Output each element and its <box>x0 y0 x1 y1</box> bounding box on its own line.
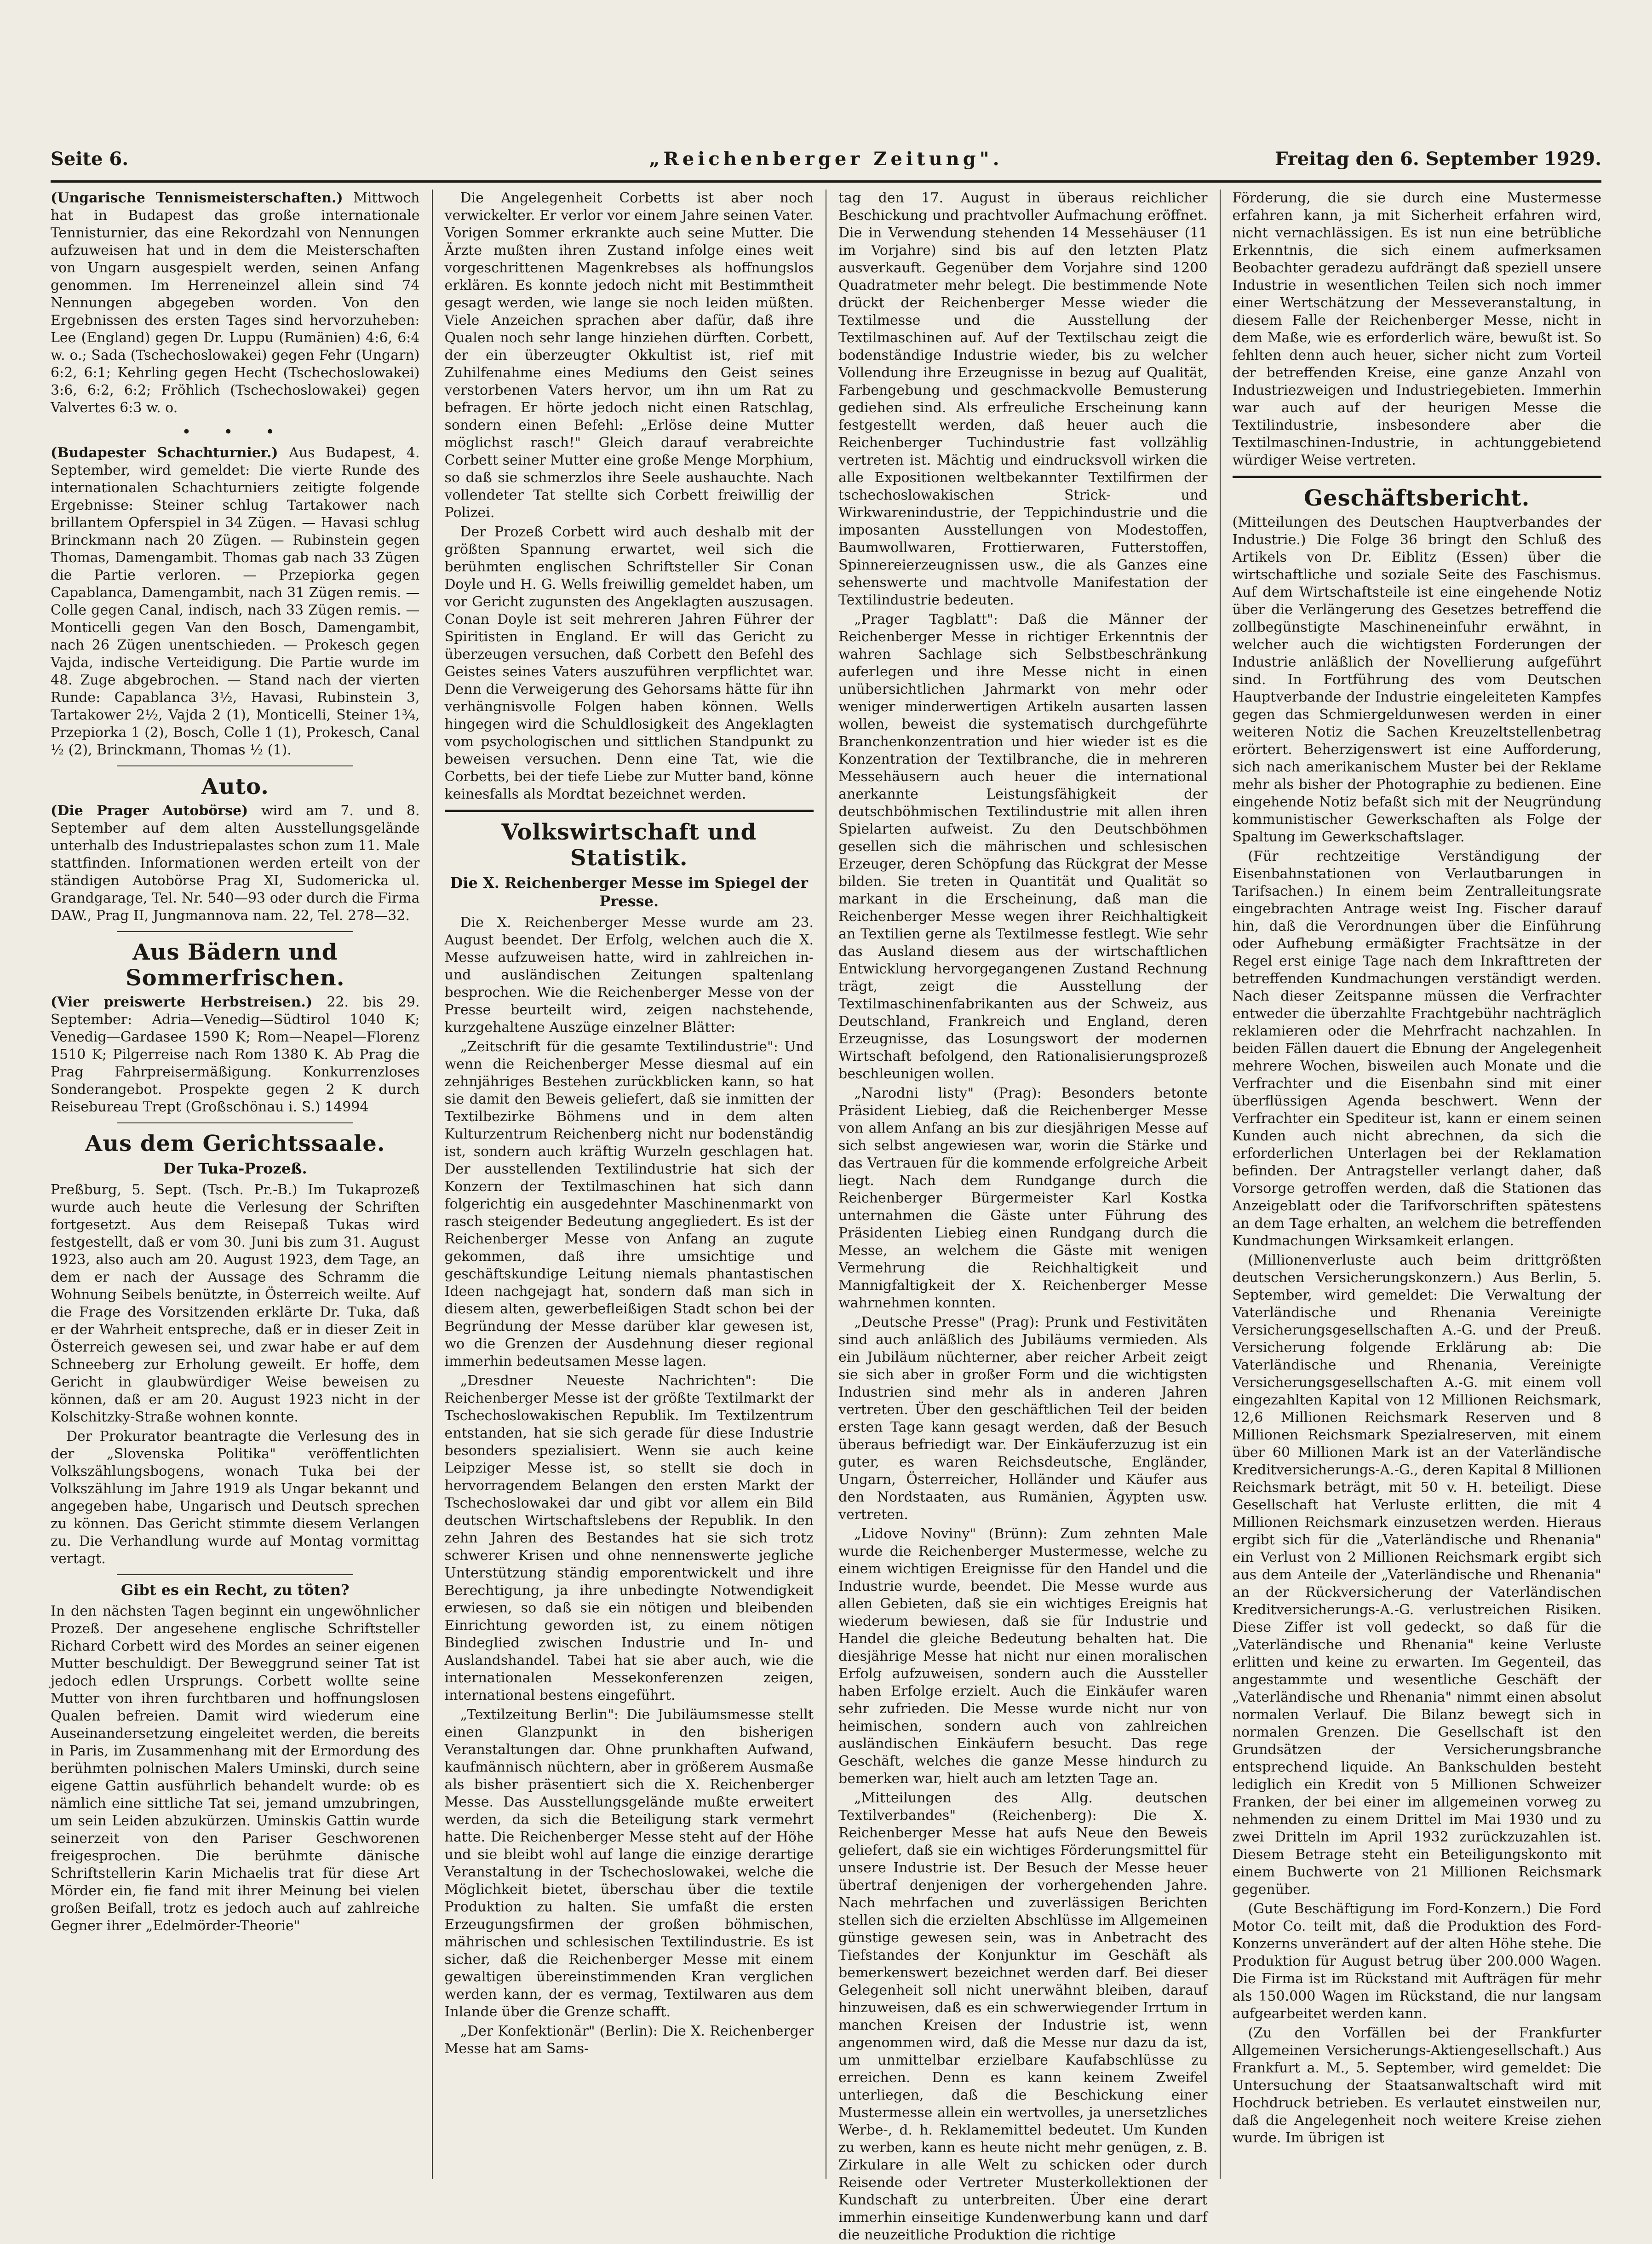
article-tuka <box>51 1181 420 1568</box>
article-text: „Prager Tagblatt": Daß die Männer der Reichenberger Messe in richtiger Erkenntnis der wahren Sachlage sich Selbstbeschränkung auferlegen und ihre Messe nicht in einen unübersichtlichen Jahrmarkt von mehr oder weniger minderwertigen Artikeln ausarten lassen wollen, beweist die systematisch durchgeführte Branchenkonzentration und hier wieder ist es die Konzentration der Textilbranche, die in mehreren Messehäusern auch heuer die international anerkannte Leistungsfähigkeit der deutschböhmischen Textilindustrie mit allen ihren Spielarten aufweist. Zu den Deutschböhmen gesellen sich die mährischen und schlesischen Erzeuger, deren Schöpfung das Rückgrat der Messe bilden. Sie treten in Quantität und Qualität so markant in die Erscheinung, daß man die Reichenberger Messe wegen ihrer Reichhaltigkeit an Textilien gerne als Textilmesse festlegt. Wie sehr das Ausland diesem aus der wirtschaftlichen Entwicklung hervorgegangenen Zustand Rechnung trägt, zeigt die Ausstellung der Textilmaschinenfabrikanten aus der Schweiz, aus Deutschland, Frankreich und England, deren Erzeugnisse, das Losungswort der modernen Wirtschaft befolgend, den Rationalisierungsprozeß beschleunigen wollen. <box>838 611 1208 1082</box>
article-lead: (Budapester Schachturnier.) <box>51 445 278 461</box>
article-text: wird am 7. und 8. September auf dem alten Ausstellungsgelände unterhalb des Industriepalastes schon zum 11. Male stattfinden. Informationen werden erteilt von der ständigen Autobörse Prag XI, Sudomericka ul. Grandgarage, Tel. Nr. 540—93 oder durch die Firma DAW., Prag II, Jungmannova nam. 22, Tel. 278—32. <box>51 803 420 924</box>
divider-heavy <box>1233 476 1602 478</box>
article-baeder <box>51 994 420 1116</box>
divider <box>117 1574 353 1575</box>
article-text: Mittwoch hat in Budapest das große internationale Tennisturnier, das eine Rekordzahl von Nennungen aufzuweisen hat und in dem die Meisterschaften von Ungarn ausgespielt werden, seinen Anfang genommen. Im Herreneinzel allein sind 74 Nennungen abgegeben worden. Von den Ergebnissen des ersten Tages sind hervorzuheben: Lee (England) gegen Dr. Luppu (Rumänien) 4:6, 6:4 w. o.; Sada (Tschechoslowakei) gegen Fehr (Ungarn) 6:2, 6:1; Kehrling gegen Hecht (Tschechoslowakei) 3:6, 6:2, 6:2; Fröhlich (Tschechoslowakei) gegen Valvertes 6:3 w. o. <box>51 190 420 416</box>
article-text: Förderung, die sie durch eine Mustermesse erfahren kann, ja mit Sicherheit erfahren wird, nicht vernachlässigen. Es ist nun eine betrübliche Erkenntnis, die sich einem aufmerksamen Beobachter geradezu aufdrängt daß speziell unsere Industrie in wesentlichen Teilen sich noch immer einer Wertschätzung der Messeveranstaltung, in diesem Falle der Reichenberger Messe, nicht in dem Maße, wie es erforderlich wäre, bewußt ist. So fehlten denn auch heuer, sicher nicht zum Vorteil der betreffenden Kreise, eine ganze Anzahl von Industriezweigen und Industriegebieten. Immerhin war auch auf der heurigen Messe die Textilindustrie, insbesondere aber die Textilmaschinen-Industrie, in achtunggebietend würdiger Weise vertreten. <box>1232 190 1601 468</box>
article-text: (Mitteilungen des Deutschen Hauptverbandes der Industrie.) Die Folge 36 bringt den Schluß des Artikels von Dr. Eiblitz (Essen) über die wirtschaftliche und soziale Seite des Faschismus. Auf dem Wirtschaftsteile ist eine eingehende Notiz über die Verlängerung des Gesetzes betreffend die zollbegünstigte Maschineneinfuhr erwähnt, in welcher auch die wichtigsten Forderungen der Industrie anläßlich der Novellierung aufgeführt sind. In Fortführung des vom Deutschen Hauptverbande der Industrie eingeleiteten Kampfes gegen das Schmiergeldunwesen werden in einer weiteren Notiz die Sachen Kreuzeltstellenbetrag erörtert. Beherzigenswert ist eine Aufforderung, sich nach amerikanischem Muster bei der Reklame mehr als bisher der Photographie zu bedienen. Eine eingehende Notiz befaßt sich mit der Neugründung kommunistischer Gewerkschaften als Folge der Spaltung im Gewerkschaftslager. <box>1232 514 1601 845</box>
newspaper-name: „Reichenberger Zeitung". <box>649 148 1003 170</box>
article-text: „Narodni listy" (Prag): Besonders betonte Präsident Liebieg, daß die Reichenberger Messe von allem Anfang an bis zur diesjährigen Messe auf sich selbst angewiesen war, worin die Stärke und das Vertrauen für die kommende erfolgreiche Arbeit liegt. Nach dem Rundgange durch die Reichenberger Bürgermeister Karl Kostka unternahmen die Gäste unter Führung des Präsidenten Liebieg einen Rundgang durch die Messe, an welchem die Gäste mit wenigen Vermehrung die Reichhaltigkeit und Mannigfaltigkeit der X. Reichenberger Messe wahrnehmen konnten. <box>838 1085 1208 1311</box>
article-text: Der Prokurator beantragte die Verlesung des in der „Slovenska Politika" veröffentlichten Volkszählungsbogens, wonach Tuka bei der Volkszählung im Jahre 1919 als Ungar bekannt und angegeben habe, Ungarisch und Deutsch sprechen zu können. Das Gericht stimmte diesem Verlangen zu. Die Verhandlung wurde auf Montag vormittag vertagt. <box>51 1428 420 1567</box>
section-title-auto: Auto. <box>201 774 269 800</box>
article-lead: (Vier preiswerte Herbstreisen.) <box>51 994 313 1010</box>
article-text: In den nächsten Tagen beginnt ein ungewöhnlicher Prozeß. Der angesehene englische Schriftsteller Richard Corbett wird des Mordes an seiner eigenen Mutter beschuldigt. Der Beweggrund seiner Tat ist jedoch edlen Ursprungs. Corbett wollte seine Mutter von ihren furchtbaren und hoffnungslosen Qualen befreien. Damit wird wiederum eine Auseinandersetzung eingeleitet werden, die bereits in Paris, im Zusammenhang mit der Ermordung des berühmten polnischen Malers Uminski, durch seine eigene Gattin ausführlich behandelt wurde: ob es nämlich eine sittliche Tat sei, jemand umzubringen, um sein Leiden abzukürzen. Uminskis Gattin wurde seinerzeit von den Pariser Geschworenen freigesprochen. Die berühmte dänische Schriftstellerin Karin Michaelis trat für diese Art Mörder ein, fie fand mit ihrer Meinung bei vielen großen Beifall, trotz es jedoch auch auf zahlreiche Gegner ihrer „Edelmörder-Theorie" <box>51 1603 420 1934</box>
article-text: „Lidove Noviny" (Brünn): Zum zehnten Male wurde die Reichenberger Mustermesse, welche zu einem wichtigen Ereignisse für den Handel und die Industrie wurde, beendet. Die Messe wurde aus allen Gebieten, daß sie ein wichtiges Ereignis hat wiederum bewiesen, daß sie für Industrie und Handel die gleiche Bedeutung behalten hat. Die diesjährige Messe hat nicht nur einen moralischen Erfolg aufzuweisen, sondern auch die Aussteller haben Erfolge erzielt. Auch die Einkäufer waren sehr zufrieden. Die Messe wurde nicht nur von heimischen, sondern auch von zahlreichen ausländischen Einkäufern besucht. Das rege Geschäft, welches die ganze Messe hindurch zu bemerken war, hielt auch am letzten Tage an. <box>838 1526 1208 1787</box>
article-lead: (Ungarische Tennismeisterschaften.) <box>51 190 343 206</box>
article-text: „Textilzeitung Berlin": Die Jubiläumsmesse stellt einen Glanzpunkt in den bisherigen Veranstaltungen dar. Ohne prunkhaften Aufwand, kaufmännisch nüchtern, aber in größerem Ausmaße als bisher präsentiert sich die X. Reichenberger Messe. Das Ausstellungsgelände mußte erweitert werden, da sich die Beteiligung stark vermehrt hatte. Die Reichenberger Messe steht auf der Höhe und sie bleibt wohl auf lange die einzige derartige Veranstaltung in der Tschechoslowakei, welche die Möglichkeit bietet, überschau über die textile Produktion zu halten. Sie umfaßt die ersten Erzeugungsfirmen der großen böhmischen, mährischen und schlesischen Textilindustrie. Es ist sicher, daß die Reichenberger Messe mit einem gewaltigen übereinstimmenden Kran verglichen werden kann, der es vermag, Textilwaren aus dem Inlande über die Grenze schafft. <box>444 1707 814 2020</box>
page-number: Seite 6. <box>51 148 129 170</box>
article-lead: (Die Prager Autobörse) <box>51 803 248 819</box>
separator-dots: • • • <box>182 423 289 441</box>
divider <box>117 931 353 932</box>
article-text: Der Prozeß Corbett wird auch deshalb mit der größten Spannung erwartet, weil sich die berühmten englischen Schriftsteller Sir Conan Doyle und H. G. Wells freiwillig gemeldet haben, um vor Gericht zugunsten des Angeklagten auszusagen. Conan Doyle ist seit mehreren Jahren Führer der Spiritisten in England. Er will das Gericht zu überzeugen versuchen, daß Corbett den Befehl des Geistes seines Vaters auszuführen verpflichtet war. Denn die Verweigerung des Gehorsams hätte für ihn verhängnisvolle Folgen haben können. Wells hingegen wird die Schuldlosigkeit des Angeklagten vom psychologischen und sittlichen Standpunkt zu beweisen versuchen. Denn eine Tat, wie die Corbetts, bei der tiefe Liebe zur Mutter band, könne keinesfalls als Mordtat bezeichnet werden. <box>444 524 814 802</box>
article-text: „Mitteilungen des Allg. deutschen Textilverbandes" (Reichenberg): Die X. Reichenberger Messe hat aufs Neue den Beweis geliefert, daß sie ein wichtiges Förderungsmittel für unsere Industrie ist. Der Besuch der Messe heuer übertraf denjenigen der vorhergehenden Jahre. Nach mehrfachen und zuverlässigen Berichten stellen sich die erzielten Abschlüsse im Allgemeinen günstige gewesen sein, was in Anbetracht des Tiefstandes der Konjunktur im Geschäft als bemerkenswert bezeichnet werden darf. Bei dieser Gelegenheit soll nicht unerwähnt bleiben, darauf hinzuweisen, daß es ein schwerwiegender Irrtum in manchen Kreisen der Industrie ist, wenn angenommen wird, daß die Messe nur dazu da ist, um unmittelbar erzielbare Kaufabschlüsse zu erreichen. Denn es kann keinem Zweifel unterliegen, daß die Beschickung einer Mustermesse allein ein wertvolles, ja unersetzliches Werbe-, d. h. Reklamemittel bedeutet. Um Kunden zu werben, kann es heute nicht mehr genügen, z. B. Zirkulare in alle Welt zu schicken oder durch Reisende oder Vertreter Musterkollektionen der Kundschaft zu unterbreiten. Über eine derart immerhin einseitige Kundenwerbung kann und darf die neuzeitliche Produktion die richtige <box>838 1790 1208 2243</box>
article-text: (Für rechtzeitige Verständigung der Eisenbahnstationen von Verlautbarungen in Tarifsachen.) In einem beim Zentralleitungsrate eingebrachten Antrage weist Ing. Fischer darauf hin, daß die Verordnungen über die Einführung oder Aufhebung ermäßigter Frachtsätze in der Regel erst einige Tage nach dem Inkrafttreten der betreffenden Kundmachungen verständigt werden. Nach dieser Zeitspanne müssen die Verfrachter entweder die überzahlte Frachtgebühr nachträglich reklamieren oder die Mehrfracht nachzahlen. In beiden Fällen dauert die Ebnung der Angelegenheit mehrere Wochen, bisweilen auch Monate und die Verfrachter und die Eisenbahn sind mit einer überflüssigen Agenda beschwert. Wenn der Verfrachter ein Spediteur ist, kann er einem seinen Kunden auch nicht abrechnen, da sich die erforderlichen Unterlagen bei der Reklamation befinden. Der Antragsteller verlangt daher, daß Vorsorge getroffen werden, daß die Stationen das Anzeigeblatt oder die Tarifvorschriften spätestens an dem Tage erhalten, an welchem die betreffenden Kundmachungen Wirksamkeit erlangen. <box>1232 848 1601 1249</box>
section-title-gericht: Aus dem Gerichtssaale. <box>85 1131 385 1157</box>
article-title-tuka: Der Tuka-Prozeß. <box>163 1160 307 1177</box>
article-text: Aus Budapest, 4. September, wird gemeldet: Die vierte Runde des internationalen Schachturniers zeitigte folgende Ergebnisse: Steiner schlug Tartakower nach brillantem Opferspiel in 34 Zügen. — Havasi schlug Brinckmann nach 20 Zügen. — Rubinstein gegen Thomas, Damengambit. Thomas gab nach 33 Zügen die Partie verloren. — Przepiorka gegen Capablanca, Damengambit, nach 31 Zügen remis. — Colle gegen Canal, indisch, nach 33 Zügen remis. — Monticelli gegen Van den Bosch, Damengambit, nach 26 Zügen unentschieden. — Prokesch gegen Vajda, indische Verteidigung. Die Partie wurde im 48. Zuge abgebrochen. — Stand nach der vierten Runde: Capablanca 3½, Havasi, Rubinstein 3, Tartakower 2½, Vajda 2 (1), Monticelli, Steiner 1¾, Przepiorka 1 (2), Bosch, Colle 1 (1), Prokesch, Canal ½ (2), Brinckmann, Thomas ½ (1). <box>51 445 420 758</box>
page-header <box>51 148 1601 183</box>
divider <box>117 1122 353 1123</box>
column-2 <box>432 190 826 2179</box>
article-messe <box>445 914 814 2058</box>
article-title-recht: Gibt es ein Recht, zu töten? <box>120 1581 350 1599</box>
article-chess <box>51 444 420 759</box>
section-title-geschaeftsbericht: Geschäftsbericht. <box>1304 485 1530 511</box>
article-text: „Dresdner Neueste Nachrichten": Die Reichenberger Messe ist der größte Textilmarkt der Tschechoslowakischen Republik. Im Textilzentrum entstanden, hat sie sich gerade für diese Industrie besonders spezialisiert. Wenn sie auch keine Leipziger Messe ist, so stellt sie doch in hervorragendem Belangen den ersten Markt der Tschechoslowakei dar und gibt vor allem ein Bild deutschen Wirtschaftslebens der Republik. In den zehn Jahren des Bestandes hat sie sich trotz schwerer Krisen und ohne nennenswerte jegliche Unterstützung ständig emporentwickelt und ihre Berechtigung, ja ihre unbedingte Notwendigkeit erwiesen, so daß sie ein nötigen und bleibenden Einrichtung geworden ist, zu einem nötigen Bindeglied zwischen Industrie und In- und Auslandshandel. Tabei hat sie aber auch, wie die internationalen Messekonferenzen zeigen, international bestens eingeführt. <box>444 1373 814 1703</box>
article-messe-end <box>1233 190 1602 469</box>
article-text: (Gute Beschäftigung im Ford-Konzern.) Die Ford Motor Co. teilt mit, daß die Produktion des Ford-Konzerns unverändert auf der alten Höhe stehe. Die Produktion für August betrug über 200.000 Wagen. Die Firma ist im Rückstand mit Aufträgen für mehr als 150.000 Wagen im Rückstand, die nur langsam aufgearbeitet werden kann. <box>1232 1901 1601 2022</box>
article-messe-continued <box>838 190 1208 2244</box>
column-4 <box>1220 190 1602 2179</box>
article-text: „Der Konfektionär" (Berlin): Die X. Reichenberger Messe hat am Sams- <box>444 2023 814 2057</box>
article-tennis <box>51 190 420 417</box>
section-title-baeder: Aus Bädern und Sommerfrischen. <box>125 939 345 991</box>
column-3 <box>826 190 1220 2243</box>
article-text: „Zeitschrift für die gesamte Textilindustrie": Und wenn die Reichenberger Messe diesmal auf ein zehnjähriges Bestehen zurückblicken kann, so hat sie damit den Beweis geliefert, daß sie inmitten der Textilbezirke Böhmens und in dem alten Kulturzentrum Reichenberg nicht nur bodenständig ist, sondern auch kräftig Wurzeln geschlagen hat. Der ausstellenden Textilindustrie hat sich der Konzern der Textilmaschinen hat sich dann folgerichtig ein ausgedehnter Maschinenmarkt von rasch steigender Bedeutung angegliedert. Es ist der Reichenberger Messe von Anfang an zugute gekommen, daß ihre umsichtige und geschäftskundige Leitung niemals phantastischen Ideen nachgejagt hat, sondern daß man sich in diesem alten, gewerbefleißigen Stadt schon bei der Begründung der Messe darüber klar gewesen ist, wo die Grenzen der Ausdehnung dieser regional immerhin bedeutsamen Messe lagen. <box>444 1039 814 1369</box>
article-text: 22. bis 29. September: Adria—Venedig—Südtirol 1040 K; Venedig—Gardasee 1590 K; Rom—Neapel—Florenz 1510 K; Pilgerreise nach Rom 1380 K. Ab Prag die Prag Fahrpreisermäßigung. Konkurrenzloses Sonderangebot. Prospekte gegen 2 K durch Reisebureau Trept (Großschönau i. S.) 14994 <box>51 994 420 1115</box>
article-text: tag den 17. August in überaus reichlicher Beschickung und prachtvoller Aufmachung eröffnet. Die in Verwendung stehenden 14 Messehäuser (11 im Vorjahre) sind bis auf den letzten Platz ausverkauft. Gegenüber dem Vorjahre sind 1200 Quadratmeter mehr belegt. Die bestimmende Note drückt der Reichenberger Messe wieder die Textilmesse und die Ausstellung der Textilmaschinen auf. Auf der Textilschau zeigt die bodenständige Industrie wieder, bis zu welcher Vollendung ihre Erzeugnisse in bezug auf Qualität, Farbengebung und geschmackvolle Bemusterung gediehen sind. Als erfreuliche Erscheinung kann festgestellt werden, daß heuer auch die Reichenberger Tuchindustrie fast vollzählig vertreten ist. Mächtig und eindrucksvoll wirken die alle Expositionen weltbekannter Textilfirmen der tschechoslowakischen Strick- und Wirkwarenindustrie, der Teppichindustrie und die imposanten Ausstellungen von Modestoffen, Baumwollwaren, Frottierwaren, Futterstoffen, Spinnereierzeugnissen usw., die als Ganzes eine sehenswerte und machtvolle Manifestation der Textilindustrie bedeuten. <box>838 190 1208 608</box>
article-text: (Zu den Vorfällen bei der Frankfurter Allgemeinen Versicherungs-Aktiengesellschaft.) Aus Frankfurt a. M., 5. September, wird gemeldet: Die Untersuchung der Staatsanwaltschaft wird mit Hochdruck betrieben. Es verlautet einstweilen nur, daß die Angelegenheit noch weitere Kreise ziehen wurde. Im übrigen ist <box>1232 2025 1601 2146</box>
article-recht <box>51 1603 420 1935</box>
article-text: „Deutsche Presse" (Prag): Prunk und Festivitäten sind auch anläßlich des Jubiläums vermieden. Als ein Jubiläum nüchterner, aber reicher Arbeit zeigt sie sich aber in großer Form und die wichtigsten Industrien sind mehr als in anderen Jahren vertreten. Über den geschäftlichen Teil der beiden ersten Tage kann gesagt werden, daß der Besuch überaus befriedigt war. Der Einkäuferzuzug ist ein guter, es waren Reichsdeutsche, Engländer, Ungarn, Österreicher, Holländer und Käufer aus den Nordstaaten, aus Rumänien, Ägypten usw. vertreten. <box>838 1314 1208 1523</box>
article-text: Die X. Reichenberger Messe wurde am 23. August beendet. Der Erfolg, welchen auch die X. Messe aufzuweisen hatte, wird in zahlreichen in- und ausländischen Zeitungen spaltenlang besprochen. Wie die Reichenberger Messe von der Presse beurteilt wird, zeigen nachstehende, kurzgehaltene Auszüge einzelner Blätter: <box>444 915 814 1036</box>
article-text: Preßburg, 5. Sept. (Tsch. Pr.-B.) Im Tukaprozeß wurde auch heute die Verlesung der Schriften fortgesetzt. Aus dem Reisepaß Tukas wird festgestellt, daß er vom 30. Juni bis zum 31. August 1923, also auch am 20. August 1923, dem Tage, an dem er nach der Aussage des Schramm die Wohnung Seibels benützte, in Österreich weilte. Auf die Frage des Vorsitzenden erklärte Dr. Tuka, daß er der Wahrheit entspreche, daß er in dieser Zeit in Österreich gewesen sei, und zwar habe er auf dem Schneeberg zur Erholung geweilt. Er hoffe, dem Gericht in glaubwürdiger Weise beweisen zu können, daß er am 20. August 1923 nicht in der Kolschitzky-Straße wohnen konnte. <box>51 1182 420 1425</box>
article-geschaeftsbericht <box>1233 514 1602 2147</box>
divider <box>117 765 353 766</box>
column-1 <box>51 190 432 2179</box>
article-text: (Millionenverluste auch beim drittgrößten deutschen Versicherungskonzern.) Aus Berlin, 5. September, wird gemeldet: Die Verwaltung der Vaterländische und Rhenania Vereinigte Versicherungsgesellschaften A.-G. und der Preuß. Versicherung folgende Erklärung ab: Die Vaterländische und Rhenania, Vereinigte Versicherungsgesellschaften A.-G. mit einem voll eingezahlten Kapital von 12 Millionen Reichsmark, 12,6 Millionen Reichsmark Reserven und 8 Millionen Reichsmark Spezialreserven, mit einem über 60 Millionen Mark ist an der Vaterländische Kreditversicherungs-A.-G., deren Kapital 8 Millionen Reichsmark beträgt, mit 50 v. H. beteiligt. Diese Gesellschaft hat Verluste erlitten, die mit 4 Millionen Reichsmark einzusetzen werden. Hieraus ergibt sich für die „Vaterländische und Rhenania" ein Verlust von 2 Millionen Reichsmark ergibt sich aus dem Anteile der „Vaterländische und Rhenania" an der Rückversicherung der Vaterländischen Kreditversicherungs-A.-G. verlustreichen Risiken. Diese Ziffer ist voll gedeckt, so daß für die „Vaterländische und Rhenania" keine Verluste erlitten und keine zu erwarten. Im Gegenteil, das angestammte und wesentliche Geschäft der „Vaterländische und Rhenania" nimmt einen absolut normalen Verlauf. Die Bilanz bewegt sich in normalen Grenzen. Die Gesellschaft ist den Grundsätzen der Versicherungsbranche entsprechend liquide. An Bankschulden besteht lediglich ein Kredit von 5 Millionen Schweizer Franken, der bei einer im allgemeinen vorweg zu nehmenden zu einem Drittel im Mai 1930 und zu zwei Dritteln im April 1932 zurückzuzahlen ist. Diesem Betrage steht ein Beteiligungskonto mit einem Buchwerte von 21 Millionen Reichsmark gegenüber. <box>1232 1252 1601 1898</box>
issue-date: Freitag den 6. September 1929. <box>1274 148 1601 170</box>
article-text: Die Angelegenheit Corbetts ist aber noch verwickelter. Er verlor vor einem Jahre seinen Vater. Vorigen Sommer erkrankte auch seine Mutter. Die Ärzte mußten ihren Zustand infolge eines weit vorgeschrittenen Magenkrebses als hoffnungslos erklären. Es konnte jedoch nicht mit Bestimmtheit gesagt werden, wie lange sie noch leiden müßten. Viele Anzeichen sprachen aber dafür, daß ihre Qualen noch sehr lange hinziehen dürften. Corbett, der ein überzeugter Okkultist ist, rief mit Zuhilfenahme eines Mediums den Geist seines verstorbenen Vaters hervor, um ihn um Rat zu befragen. Er hörte jedoch nicht einen Ratschlag, sondern einen Befehl: „Erlöse deine Mutter möglichst rasch!" Gleich darauf verabreichte Corbett seiner Mutter eine große Menge Morphium, so daß sie schmerzlos ihre Seele aushauchte. Nach vollendeter Tat stellte sich Corbett freiwillig der Polizei. <box>444 190 814 521</box>
section-title-volkswirtschaft: Volkswirtschaft und Statistik. <box>501 819 757 871</box>
article-corbett <box>445 190 814 803</box>
article-auto <box>51 802 420 925</box>
article-title-messe: Die X. Reichenberger Messe im Spiegel der Presse. <box>450 874 808 910</box>
columns <box>51 190 1601 2243</box>
divider-heavy <box>445 810 814 812</box>
